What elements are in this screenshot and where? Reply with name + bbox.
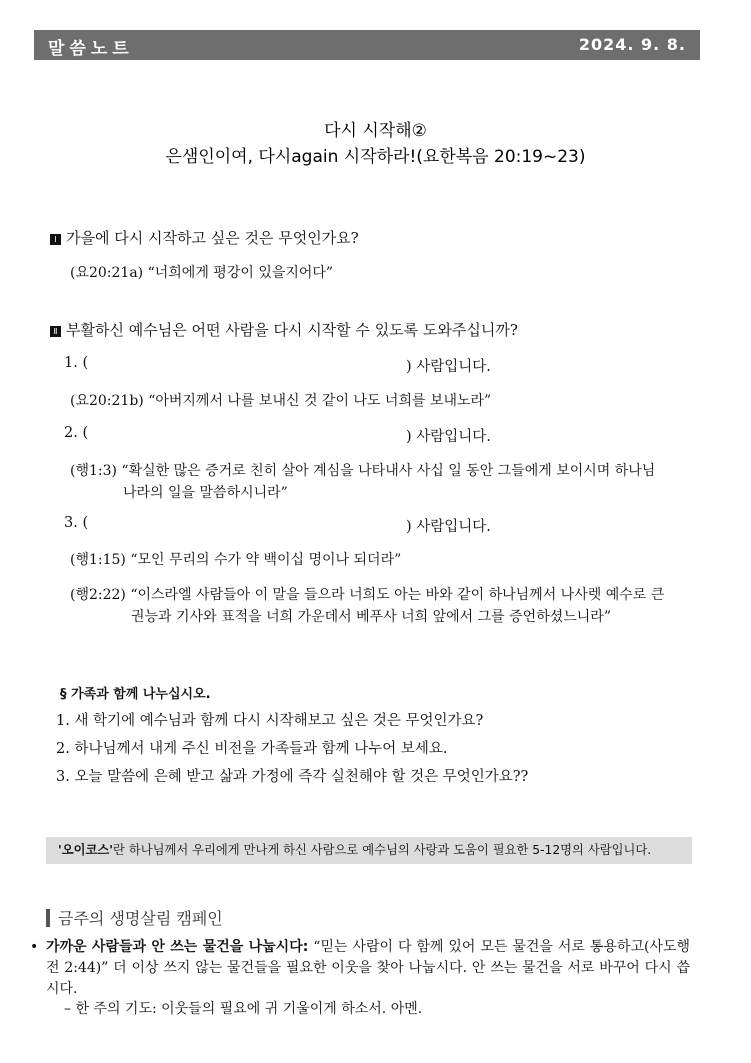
section1-number: Ⅰ bbox=[50, 234, 61, 245]
blank-item-3 bbox=[64, 515, 544, 535]
section2-question bbox=[50, 319, 518, 340]
verse-john-20-21b: (요20:21b) “아버지께서 나를 보내신 것 같이 나도 너희를 보내노라” bbox=[70, 393, 492, 409]
family-item-2: 2. 하나님께서 내게 주신 비전을 가족들과 함께 나누어 보세요. bbox=[56, 741, 448, 757]
section1-question bbox=[50, 227, 359, 248]
blank-item-3-suffix: ) 사람입니다. bbox=[406, 519, 491, 535]
family-item-3: 3. 오늘 말씀에 은혜 받고 삶과 가정에 즉각 실천해야 할 것은 무엇인가요?? bbox=[56, 769, 529, 785]
verse-acts-1-3-line2: 나라의 일을 말씀하시니라” bbox=[123, 485, 288, 501]
campaign-heading bbox=[46, 906, 223, 929]
verse-acts-1-15: (행1:15) “모인 무리의 수가 약 백이십 명이나 되더라” bbox=[70, 552, 402, 568]
section1-verse: (요20:21a) “너희에게 평강이 있을지어다” bbox=[70, 265, 334, 281]
blank-item-1 bbox=[64, 355, 544, 375]
campaign-bullet: • bbox=[30, 939, 39, 955]
header-date: 2024. 9. 8. bbox=[578, 35, 686, 54]
blank-item-2 bbox=[64, 425, 544, 445]
family-item-1: 1. 새 학기에 예수님과 함께 다시 시작해보고 싶은 것은 무엇인가요? bbox=[56, 713, 484, 729]
campaign-prayer: – 한 주의 기도: 이웃들의 필요에 귀 기울이게 하소서. 아멘. bbox=[64, 1001, 423, 1017]
blank-item-3-number: 3. ( bbox=[64, 515, 89, 531]
section2-number: Ⅱ bbox=[50, 326, 61, 337]
blank-item-2-suffix: ) 사람입니다. bbox=[406, 429, 491, 445]
campaign-heading-text: 금주의 생명살림 캠페인 bbox=[58, 909, 223, 928]
campaign-heading-bar bbox=[46, 909, 50, 927]
verse-acts-2-22-line2: 권능과 기사와 표적을 너희 가운데서 베푸사 너희 앞에서 그를 증언하셨느니라” bbox=[131, 609, 611, 625]
blank-item-1-suffix: ) 사람입니다. bbox=[406, 359, 491, 375]
header-title: 말씀노트 bbox=[48, 39, 134, 59]
oikos-note-text: 란 하나님께서 우리에게 만나게 하신 사람으로 예수님의 사랑과 도움이 필요한 5-12명의 사람입니다. bbox=[113, 843, 652, 857]
campaign-lead: 가까운 사람들과 안 쓰는 물건을 나눕시다: bbox=[46, 939, 309, 955]
blank-item-2-number: 2. ( bbox=[64, 425, 89, 441]
oikos-note bbox=[46, 837, 692, 864]
campaign-body bbox=[30, 937, 690, 1000]
sermon-title: 다시 시작해② bbox=[324, 121, 427, 141]
section1-question-text: 가을에 다시 시작하고 싶은 것은 무엇인가요? bbox=[66, 229, 359, 247]
section2-question-text: 부활하신 예수님은 어떤 사람을 다시 시작할 수 있도록 도와주십니까? bbox=[66, 321, 518, 339]
verse-acts-1-3-line1: (행1:3) “확실한 많은 증거로 친히 살아 계심을 나타내사 사십 일 동안 그들에게 보이시며 하나님 bbox=[70, 463, 656, 479]
sermon-subtitle: 은샘인이여, 다시again 시작하라!(요한복음 20:19~23) bbox=[165, 147, 586, 167]
oikos-note-term: '오이코스' bbox=[58, 843, 114, 857]
header-bar bbox=[34, 30, 700, 60]
family-heading: § 가족과 함께 나누십시오. bbox=[60, 687, 211, 702]
campaign-text: “믿는 사람이 다 함께 있어 모든 물건을 서로 통용하고(사도행전 2:44)” 더 이상 쓰지 않는 물건들을 필요한 이웃을 찾아 나눕시다. 안 쓰는 물건을 서로 바꾸어 다시 씁시다. bbox=[46, 939, 690, 997]
blank-item-1-number: 1. ( bbox=[64, 355, 89, 371]
verse-acts-2-22-line1: (행2:22) “이스라엘 사람들아 이 말을 들으라 너희도 아는 바와 같이 하나님께서 나사렛 예수로 큰 bbox=[70, 587, 665, 603]
